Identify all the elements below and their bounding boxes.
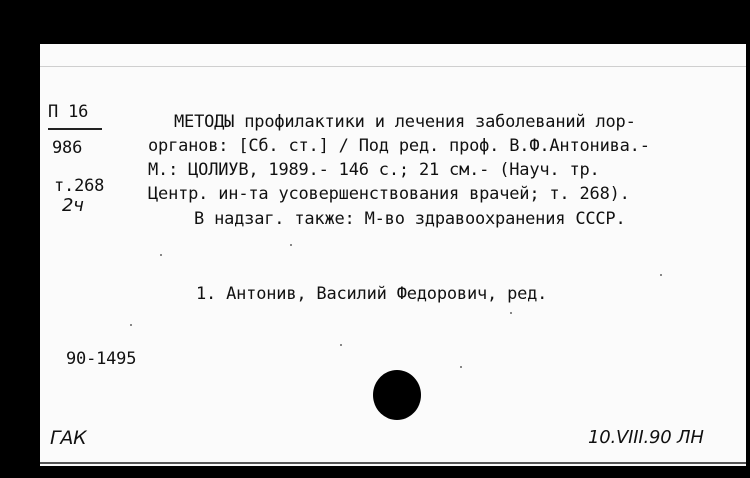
speck	[130, 324, 132, 326]
speck	[460, 366, 462, 368]
entry-line-2: органов: [Сб. ст.] / Под ред. проф. В.Ф.Антонива.-	[148, 136, 650, 156]
entry-line-3: М.: ЦОЛИУВ, 1989.- 146 с.; 21 см.- (Науч. тр.	[148, 160, 600, 180]
stamp-left: ГАК	[50, 427, 87, 449]
call-number: 986	[52, 138, 83, 158]
added-entry: 1. Антонив, Василий Федорович, ред.	[196, 284, 548, 304]
handwritten-number: 2ч	[62, 195, 84, 216]
card-bottom-edge-line	[40, 462, 746, 464]
speck	[160, 254, 162, 256]
call-class-code: П 16	[48, 102, 89, 122]
entry-line-4: Центр. ин-та усовершенствования врачей; т. 268).	[148, 184, 630, 204]
entry-note-line: В надзаг. также: М-во здравоохранения СССР.	[194, 209, 626, 229]
card-top-edge-line	[40, 66, 746, 67]
speck	[510, 312, 512, 314]
speck	[290, 244, 292, 246]
stamp-right: 10.VIII.90 ЛН	[588, 427, 704, 448]
ink-blot	[373, 370, 421, 420]
call-volume: т.268	[54, 176, 105, 196]
catalog-card	[40, 44, 746, 466]
speck	[340, 344, 342, 346]
entry-line-1: МЕТОДЫ профилактики и лечения заболеваний лор-	[174, 112, 636, 132]
accession-number: 90-1495	[66, 349, 137, 369]
call-number-divider	[48, 128, 102, 130]
speck	[660, 274, 662, 276]
